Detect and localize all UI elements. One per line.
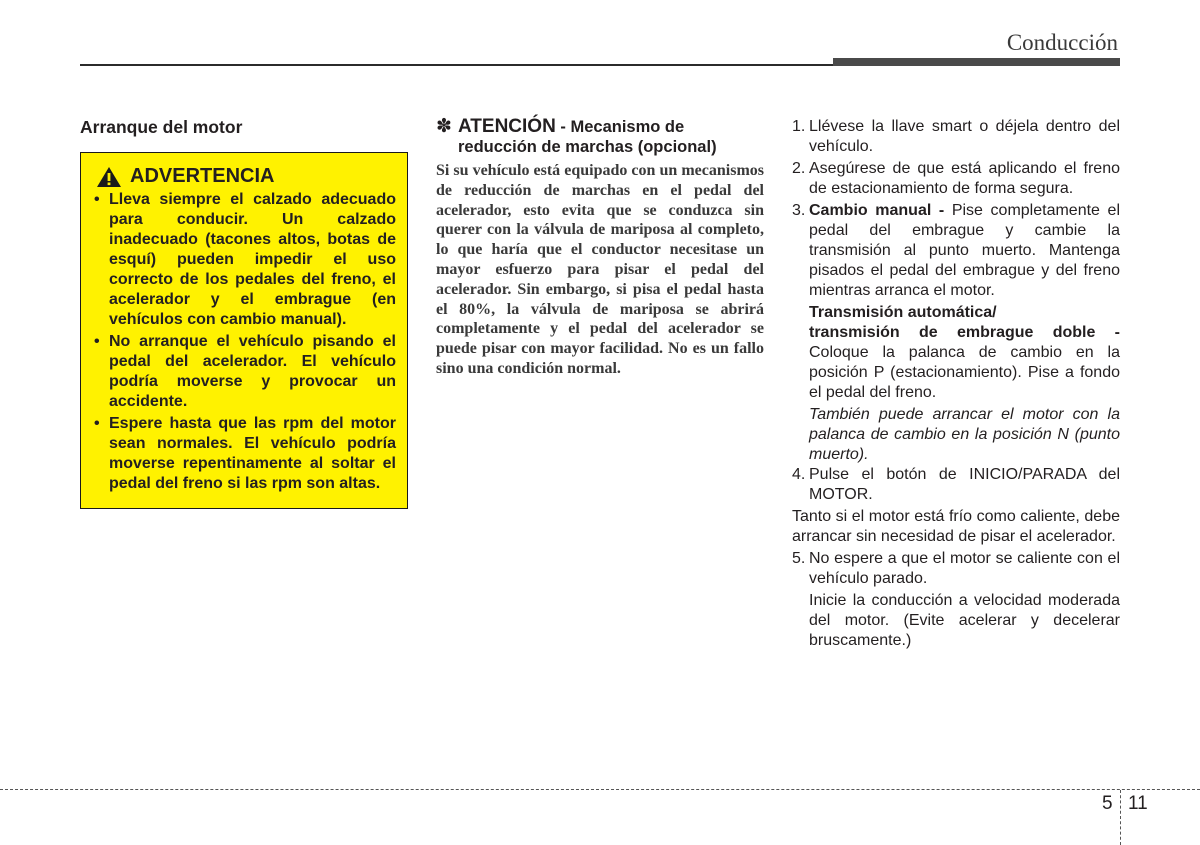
footer-separator	[1120, 790, 1121, 845]
warning-header	[96, 165, 396, 188]
right-column	[792, 117, 1120, 651]
step-1	[792, 117, 1120, 157]
warning-item	[92, 190, 396, 330]
warning-list	[92, 190, 396, 494]
step-number: 1.	[792, 118, 806, 135]
middle-column	[436, 117, 764, 379]
warning-item-text: Lleva siempre el calzado adecuado para conducir. Un calzado inadecuado (tacones altos, botas de esquí) pueden impedir el uso correcto de los pedales del freno, el acelerador y el embrague (en vehículos con cambio manual).	[109, 191, 396, 328]
attention-body: Si su vehículo está equipado con un mecanismos de reducción de marchas en el pedal del acelerador, esto evita que se conduzca sin querer con la válvula de mariposa al completo, lo que haría que el conductor necesitase un mayor esfuerzo para pisar el pedal del acelerador. Sin embargo, si pisa el pedal hasta el 80%, la válvula de mariposa se abrirá completamente y el pedal del acelerador se puede pisar con mayor facilidad. No es un fallo sino una condición normal.	[436, 162, 764, 377]
step-text: Llévese la llave smart o déjela dentro del vehículo.	[809, 118, 1120, 155]
step-text: Pulse el botón de INICIO/PARADA del MOTOR.	[809, 466, 1120, 503]
attention-title: ATENCIÓN	[458, 116, 556, 137]
header-rule	[80, 64, 840, 66]
chapter-number: 5	[1102, 793, 1113, 814]
attention-header	[436, 117, 764, 157]
auto-label: Transmisión automática/	[809, 304, 997, 321]
auto-text: Coloque la palanca de cambio en la posición P (estacionamiento). Pise a fondo el pedal del freno.	[809, 344, 1120, 401]
step-5	[792, 549, 1120, 589]
bullet: •	[94, 191, 100, 208]
step-5-sub: Inicie la conducción a velocidad moderada del motor. (Evite acelerar y decelerar bruscamente.)	[809, 592, 1120, 649]
step-text: No espere a que el motor se caliente con el vehículo parado.	[809, 550, 1120, 587]
auto-label: transmisión de embrague doble -	[809, 324, 1120, 341]
section-heading: Arranque del motor	[80, 117, 243, 137]
warning-item	[92, 332, 396, 412]
step-number: 4.	[792, 466, 806, 483]
bullet: •	[94, 415, 100, 432]
bullet: •	[94, 333, 100, 350]
attention-heading	[458, 117, 764, 157]
header-rule-accent	[833, 58, 1120, 66]
warning-triangle-icon	[96, 166, 122, 188]
step-4	[792, 465, 1120, 505]
step-number: 3.	[792, 202, 806, 219]
page-number: 11	[1128, 793, 1148, 814]
step-body: Pise completamente el pedal del embrague y cambie la transmisión al punto muerto. Mantenga pisados el pedal del embrague y del freno mientras arranca el motor.	[809, 202, 1120, 299]
footer-rule	[0, 789, 1200, 790]
asterisk-icon: ✽	[436, 116, 452, 137]
warning-item-text: Espere hasta que las rpm del motor sean normales. El vehículo podría moverse repentinamente al soltar el pedal del freno si las rpm son altas.	[109, 415, 396, 492]
step-number: 5.	[792, 550, 806, 567]
step-3-automatic	[792, 303, 1120, 403]
step-3	[792, 201, 1120, 301]
step-2	[792, 159, 1120, 199]
step-label: Cambio manual -	[809, 202, 945, 219]
attention-subtitle: - Mecanismo de reducción de marchas (opcional)	[458, 118, 717, 156]
step-number: 2.	[792, 160, 806, 177]
step-text	[809, 201, 1120, 301]
step-3-note: También puede arrancar el motor con la palanca de cambio en la posición N (punto muerto).	[809, 406, 1120, 463]
warning-item	[92, 414, 396, 494]
step-text: Asegúrese de que está aplicando el freno de estacionamiento de forma segura.	[809, 160, 1120, 197]
left-column	[80, 117, 408, 509]
warning-box	[80, 152, 408, 509]
warning-item-text: No arranque el vehículo pisando el pedal del acelerador. El vehículo podría moverse y provocar un accidente.	[109, 333, 396, 410]
paragraph: Tanto si el motor está frío como caliente, debe arrancar sin necesidad de pisar el acelerador.	[792, 508, 1120, 545]
page-header-title: Conducción	[1006, 30, 1118, 55]
warning-title: ADVERTENCIA	[130, 165, 275, 187]
